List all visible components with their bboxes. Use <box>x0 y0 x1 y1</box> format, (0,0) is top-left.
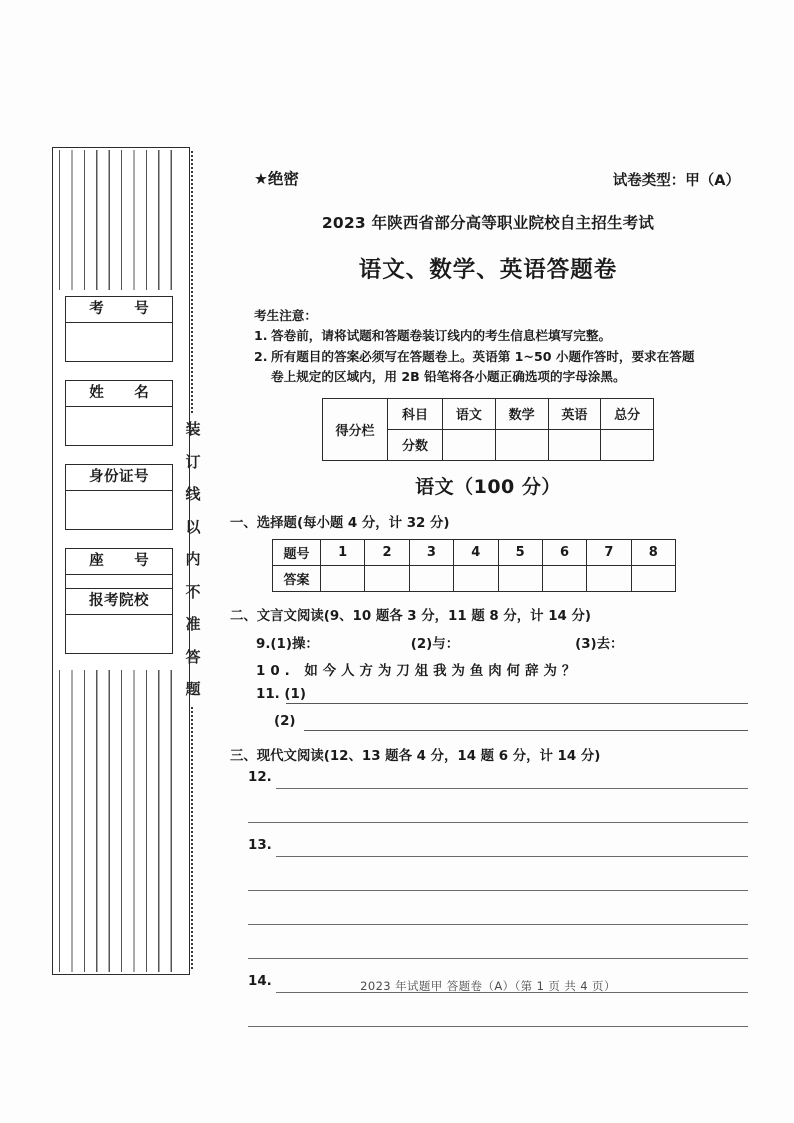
binding-char-7: 答 <box>185 647 201 666</box>
subject-title: 语文（100 分） <box>415 475 561 498</box>
score-table-key-subject: 科目 <box>388 398 443 429</box>
field-seat-number-label: 座 号 <box>66 549 172 575</box>
binding-char-5: 不 <box>185 582 201 601</box>
field-id-number[interactable] <box>65 464 173 530</box>
secret-mark: ★绝密 <box>254 170 299 188</box>
field-exam-number-value[interactable] <box>66 323 172 361</box>
answer-cell-5[interactable] <box>498 565 542 591</box>
hatch-pattern-bottom <box>59 670 183 972</box>
question-13-line-1[interactable] <box>228 836 748 870</box>
score-table-subject-math: 数学 <box>495 398 548 429</box>
answer-cell-8[interactable] <box>631 565 675 591</box>
question-number-6: 6 <box>542 539 586 565</box>
question-9-number: 9. <box>256 636 271 652</box>
answer-line[interactable] <box>248 924 748 925</box>
notice-item-2-text: 所有题目的答案必须写在答题卷上。英语第 1~50 小题作答时，要求在答题 <box>271 348 695 364</box>
binding-char-4: 内 <box>185 550 201 568</box>
binding-char-6: 准 <box>185 615 201 633</box>
field-id-number-label: 身份证号 <box>66 465 172 491</box>
candidate-notice <box>228 306 748 388</box>
binding-char-8: 题 <box>185 680 201 698</box>
score-table-row-subjects <box>323 398 654 429</box>
question-9-part-3[interactable]: (3)去： <box>575 636 624 652</box>
field-id-number-value[interactable] <box>66 491 172 529</box>
notice-item-2 <box>254 347 748 367</box>
score-table-subject-english: 英语 <box>548 398 601 429</box>
question-13-line-4[interactable] <box>228 938 748 972</box>
section-heading-2: 二、文言文阅读(9、10 题各 3 分，11 题 8 分，计 14 分) <box>230 608 592 624</box>
question-14-number: 14. <box>248 973 272 989</box>
field-exam-number[interactable] <box>65 296 173 362</box>
exam-name: 2023 年陕西省部分高等职业院校自主招生考试 <box>321 214 655 232</box>
answer-cell-1[interactable] <box>321 565 365 591</box>
question-11-sub-2-label: (2) <box>274 713 296 729</box>
question-12-number: 12. <box>248 769 272 785</box>
answer-line[interactable] <box>248 822 748 823</box>
notice-title: 考生注意： <box>254 308 317 323</box>
field-name-value[interactable] <box>66 407 172 445</box>
field-name[interactable] <box>65 380 173 446</box>
field-name-label: 姓 名 <box>66 381 172 407</box>
answer-table-key-answer: 答案 <box>273 565 321 591</box>
field-applied-school[interactable] <box>65 588 173 654</box>
question-9 <box>228 633 748 652</box>
student-info-sidebar <box>52 147 190 975</box>
section-heading-1: 一、选择题(每小题 4 分，计 32 分) <box>230 515 450 531</box>
question-11-sub-2-line[interactable] <box>304 730 748 731</box>
question-13-line-3[interactable] <box>228 904 748 938</box>
question-9-part-1[interactable]: (1)操： <box>270 636 319 652</box>
answer-table-wrapper <box>228 539 748 592</box>
question-number-5: 5 <box>498 539 542 565</box>
section-heading-3: 三、现代文阅读(12、13 题各 4 分，14 题 6 分，计 14 分) <box>230 748 601 764</box>
score-table-subject-chinese: 语文 <box>443 398 496 429</box>
question-number-2: 2 <box>365 539 409 565</box>
dotted-line-bottom <box>191 707 193 969</box>
question-14-line-2[interactable] <box>228 1006 748 1040</box>
question-9-part-2[interactable]: (2)与： <box>410 636 460 652</box>
question-12-line-2[interactable] <box>228 802 748 836</box>
answer-line[interactable] <box>248 1026 748 1027</box>
answer-cell-4[interactable] <box>454 565 498 591</box>
long-answer-lines <box>228 768 748 1040</box>
answer-table-key-number: 题号 <box>273 539 321 565</box>
notice-item-2-continuation: 卷上规定的区域内，用 2B 铅笔将各小题正确选项的字母涂黑。 <box>271 369 626 385</box>
answer-cell-3[interactable] <box>409 565 453 591</box>
answer-line[interactable] <box>248 958 748 959</box>
field-applied-school-label: 报考院校 <box>66 589 172 615</box>
question-number-1: 1 <box>321 539 365 565</box>
score-table-wrapper <box>228 398 748 461</box>
question-number-7: 7 <box>587 539 631 565</box>
binding-char-0: 装 <box>185 420 201 438</box>
notice-item-1 <box>254 326 748 346</box>
multiple-choice-answer-table <box>272 539 676 592</box>
question-11-sub-1-line[interactable] <box>286 703 748 704</box>
answer-table-row-numbers <box>273 539 676 565</box>
answer-cell-6[interactable] <box>542 565 586 591</box>
answer-cell-7[interactable] <box>587 565 631 591</box>
binding-char-1: 订 <box>185 452 201 471</box>
binding-char-3: 以 <box>185 517 201 536</box>
notice-item-1-number: 1. <box>254 328 268 344</box>
main-content <box>228 150 748 993</box>
notice-item-2-number: 2. <box>254 348 268 364</box>
question-10: 10. 如今人方为刀俎我为鱼肉何辞为？ <box>256 663 581 679</box>
score-table-subject-total: 总分 <box>601 398 654 429</box>
hatch-pattern-top <box>59 150 183 290</box>
answer-line[interactable] <box>276 856 748 857</box>
field-applied-school-value[interactable] <box>66 615 172 653</box>
question-11-sub-1-label: 11. (1) <box>256 686 306 702</box>
binding-warning-text <box>178 422 208 697</box>
answer-cell-2[interactable] <box>365 565 409 591</box>
question-12-line-1[interactable] <box>228 768 748 802</box>
answer-table-row-answers <box>273 565 676 591</box>
page-footer: 2023 年试题甲 答题卷（A）（第 1 页 共 4 页） <box>360 979 616 993</box>
score-cell-math[interactable] <box>495 429 548 460</box>
page-title: 语文、数学、英语答题卷 <box>358 257 618 283</box>
dotted-line-top <box>191 151 193 413</box>
question-number-8: 8 <box>631 539 675 565</box>
field-exam-number-label: 考 号 <box>66 297 172 323</box>
score-cell-chinese[interactable] <box>443 429 496 460</box>
score-table-key-score: 分数 <box>388 429 443 460</box>
score-table <box>322 398 654 461</box>
notice-item-1-text: 答卷前，请将试题和答题卷装订线内的考生信息栏填写完整。 <box>271 328 612 344</box>
question-number-4: 4 <box>454 539 498 565</box>
answer-line[interactable] <box>248 890 748 891</box>
answer-line[interactable] <box>276 788 748 789</box>
score-cell-total[interactable] <box>601 429 654 460</box>
binding-char-2: 线 <box>185 485 201 503</box>
question-13-number: 13. <box>248 837 272 853</box>
score-table-label: 得分栏 <box>323 398 388 460</box>
question-13-line-2[interactable] <box>228 870 748 904</box>
binding-line-strip <box>178 147 208 975</box>
score-cell-english[interactable] <box>548 429 601 460</box>
question-number-3: 3 <box>409 539 453 565</box>
question-11-sub-1[interactable] <box>228 685 748 712</box>
paper-type-label: 试卷类型：甲（A） <box>612 173 740 189</box>
header-row <box>228 167 748 195</box>
question-11-sub-2[interactable] <box>228 712 748 739</box>
